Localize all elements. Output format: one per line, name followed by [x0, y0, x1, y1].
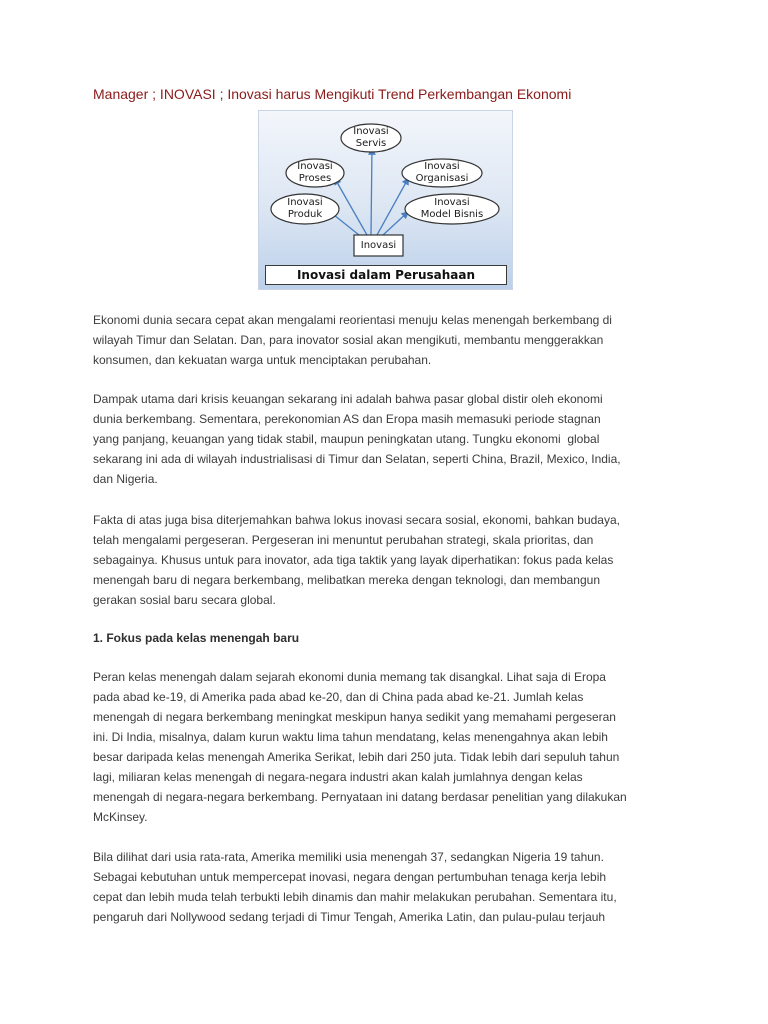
node-model-bisnis-line2: Model Bisnis: [420, 209, 484, 220]
arrow-to-servis: [371, 147, 372, 235]
text-line: Sebagai kebutuhan untuk mempercepat inovasi, negara dengan pertumbuhan tenaga kerja lebih: [93, 870, 607, 884]
text-line: dan Nigeria.: [93, 472, 158, 486]
section-heading: [93, 628, 683, 648]
paragraph: [93, 510, 683, 610]
node-produk-line2: Produk: [287, 209, 323, 220]
text-line: Peran kelas menengah dalam sejarah ekonomi dunia memang tak disangkal. Lihat saja di Eropa: [93, 670, 606, 684]
text-line: menengah di negara-negara berkembang. Pernyataan ini datang berdasar penelitian yang dilakukan: [93, 790, 627, 804]
text-line: McKinsey.: [93, 810, 148, 824]
node-servis: [343, 126, 399, 150]
text-line: sekarang ini ada di wilayah industrialisasi di Timur dan Selatan, seperti China, Brazil, Mexico, India,: [93, 452, 621, 466]
paragraph: [93, 389, 683, 489]
text-line: dunia berkembang. Sementara, perekonomian AS dan Eropa masih memasuki periode stagnan: [93, 412, 601, 426]
text-line: Ekonomi dunia secara cepat akan mengalami reorientasi menuju kelas menengah berkembang di: [93, 313, 612, 327]
document-title: Manager ; INOVASI ; Inovasi harus Mengikuti Trend Perkembangan Ekonomi: [93, 86, 572, 102]
node-proses-line2: Proses: [298, 173, 332, 184]
innovation-diagram: [258, 110, 513, 290]
text-line: besar daripada kelas menengah Amerika Serikat, lebih dari 250 juta. Tidak lebih dari sepuluh tahun: [93, 750, 620, 764]
node-model-bisnis: [409, 197, 495, 221]
node-center: Inovasi: [360, 240, 397, 251]
text-line: menengah di negara berkembang meningkat meskipun hanya sedikit yang memahami pergeseran: [93, 710, 616, 724]
text-line: ini. Di India, misalnya, dalam kurun waktu lima tahun mendatang, kelas menengahnya akan lebih: [93, 730, 608, 744]
text-line: sebagainya. Khusus untuk para inovator, ada tiga taktik yang layak diperhatikan: fokus pada kelas: [93, 553, 614, 567]
text-line: pengaruh dari Nollywood sedang terjadi di Timur Tengah, Amerika Latin, dan pulau-pulau terjauh: [93, 910, 606, 924]
node-servis-line2: Servis: [355, 138, 387, 149]
node-organisasi-line1: Inovasi: [424, 161, 460, 172]
node-organisasi: [405, 161, 479, 185]
node-proses: [287, 161, 343, 185]
node-produk-line1: Inovasi: [287, 197, 323, 208]
text-line: Bila dilihat dari usia rata-rata, Amerika memiliki usia menengah 37, sedangkan Nigeria 19 tahun.: [93, 850, 604, 864]
text-line: Dampak utama dari krisis keuangan sekarang ini adalah bahwa pasar global distir oleh ekonomi: [93, 392, 603, 406]
node-produk: [273, 197, 337, 221]
text-line: yang panjang, keuangan yang tidak stabil, maupun peningkatan utang. Tungku ekonomi global: [93, 432, 600, 446]
paragraph: [93, 847, 683, 927]
text-line: 1. Fokus pada kelas menengah baru: [93, 631, 300, 645]
node-organisasi-line2: Organisasi: [415, 173, 469, 184]
arrow-to-model-bisnis: [383, 211, 409, 235]
text-line: cepat dan lebih muda telah terbukti lebih dinamis dan mahir melakukan perubahan. Sementara itu,: [93, 890, 617, 904]
text-line: pada abad ke-19, di Amerika pada abad ke-20, dan di China pada abad ke-21. Jumlah kelas: [93, 690, 584, 704]
text-line: telah mengalami pergeseran. Pergeseran ini menuntut perubahan strategi, skala prioritas, dan: [93, 533, 594, 547]
text-line: wilayah Timur dan Selatan. Dan, para inovator sosial akan mengikuti, membantu menggerakkan: [93, 333, 604, 347]
paragraph: [93, 310, 683, 370]
text-line: menengah baru di negara berkembang, melibatkan mereka dengan teknologi, dan membangun: [93, 573, 601, 587]
node-model-bisnis-line1: Inovasi: [434, 197, 470, 208]
diagram-caption: Inovasi dalam Perusahaan: [265, 265, 507, 285]
node-servis-line1: Inovasi: [353, 126, 389, 137]
text-line: konsumen, dan kekuatan warga untuk menciptakan perubahan.: [93, 353, 432, 367]
text-line: Fakta di atas juga bisa diterjemahkan bahwa lokus inovasi secara sosial, ekonomi, bahkan budaya,: [93, 513, 620, 527]
text-line: gerakan sosial baru secara global.: [93, 593, 276, 607]
node-proses-line1: Inovasi: [297, 161, 333, 172]
paragraph: [93, 667, 683, 827]
text-line: lagi, miliaran kelas menengah di negara-negara industri akan kalah jumlahnya dengan kelas: [93, 770, 583, 784]
